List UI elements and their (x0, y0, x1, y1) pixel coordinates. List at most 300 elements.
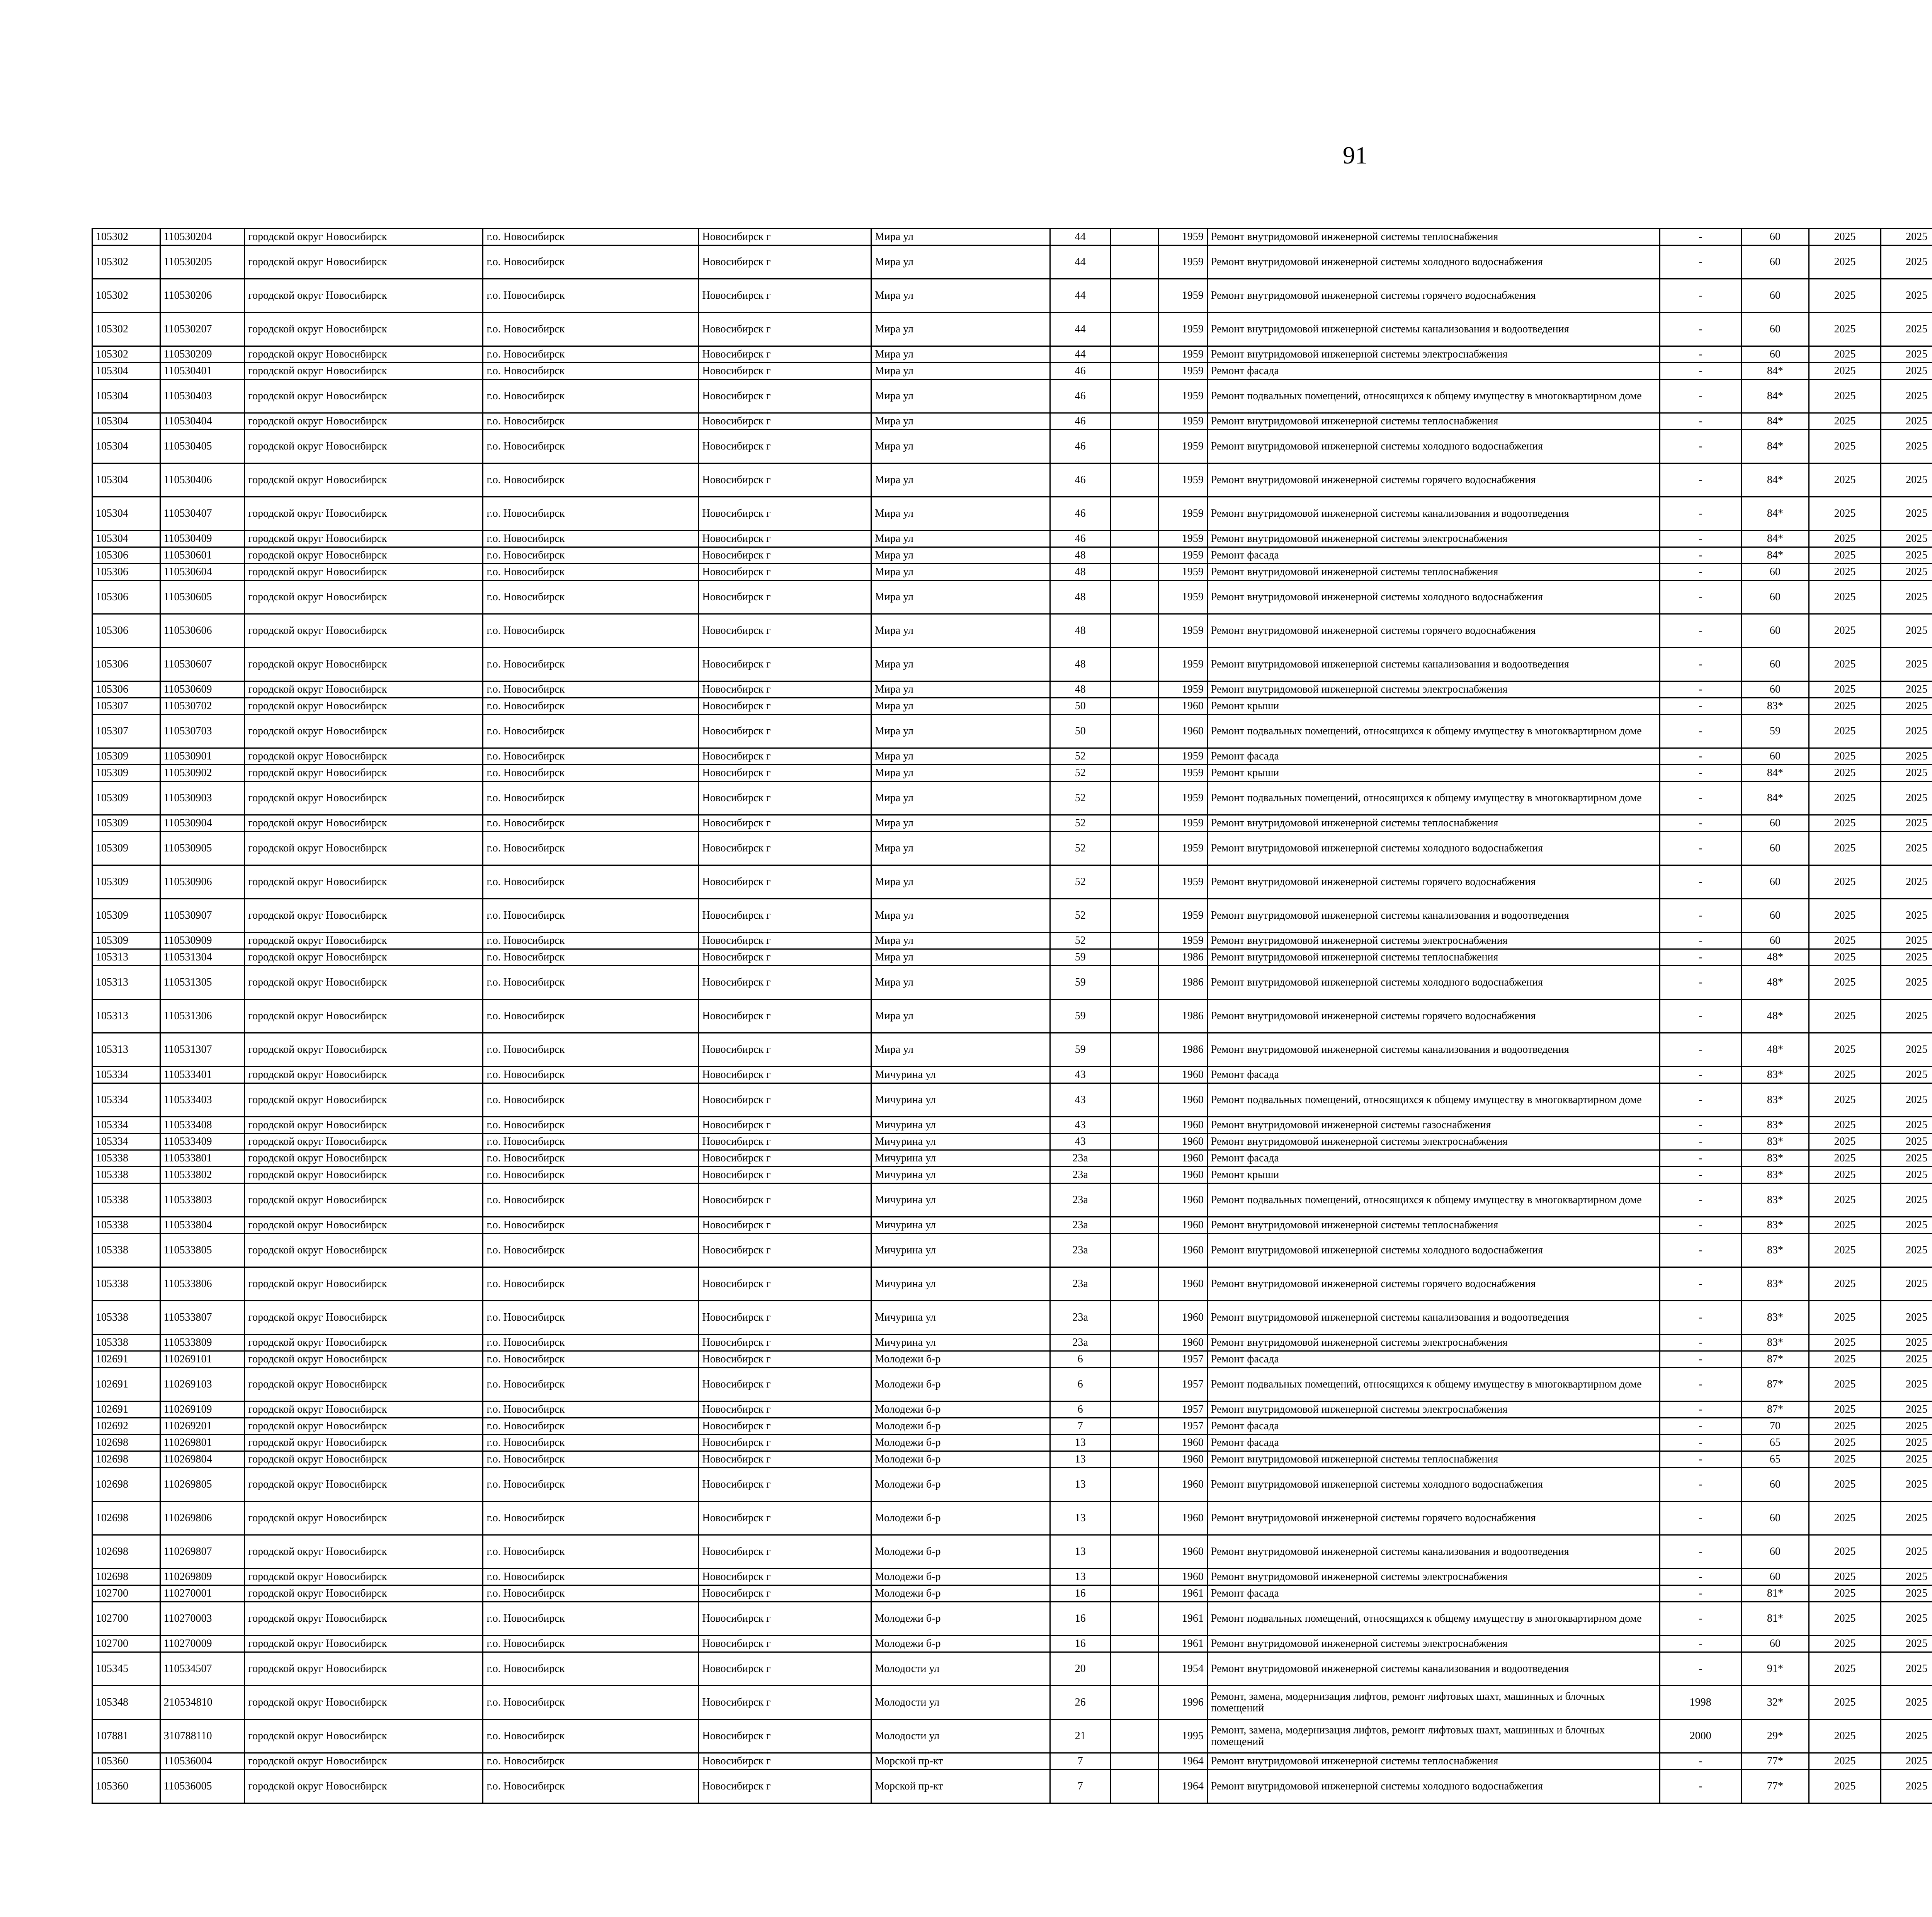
cell-building (1111, 279, 1159, 313)
cell-wear-percent: 59 (1741, 715, 1809, 748)
table-row (92, 949, 1932, 966)
table-row (92, 346, 1932, 363)
cell-street: Молодежи б-р (871, 1502, 1050, 1535)
cell-building (1111, 966, 1159, 999)
cell-municipal-district: городской округ Новосибирск (245, 279, 483, 313)
cell-last-repair-year: - (1660, 1083, 1741, 1117)
cell-construction-year: 1959 (1159, 648, 1207, 681)
cell-municipal-district: городской округ Новосибирск (245, 832, 483, 865)
cell-municipal-district: городской округ Новосибирск (245, 815, 483, 832)
cell-plan-end-year: 2025 (1881, 1183, 1932, 1217)
cell-plan-start-year: 2025 (1809, 681, 1881, 698)
cell-house-number: 46 (1050, 531, 1111, 547)
cell-last-repair-year: - (1660, 1753, 1741, 1770)
cell-work-id: 110533403 (160, 1083, 245, 1117)
cell-locality: Новосибирск г (699, 245, 871, 279)
cell-plan-end-year: 2025 (1881, 999, 1932, 1033)
cell-building (1111, 1033, 1159, 1067)
cell-work-type: Ремонт внутридомовой инженерной системы канализования и водоотведения (1207, 1535, 1660, 1569)
cell-last-repair-year: - (1660, 1585, 1741, 1602)
cell-plan-end-year: 2025 (1881, 380, 1932, 413)
cell-work-id: 110530209 (160, 346, 245, 363)
cell-wear-percent: 83* (1741, 1117, 1809, 1134)
cell-work-id: 110533401 (160, 1067, 245, 1083)
cell-plan-end-year: 2025 (1881, 681, 1932, 698)
cell-house-number: 48 (1050, 681, 1111, 698)
table-row (92, 1535, 1932, 1569)
cell-municipal-district: городской округ Новосибирск (245, 1652, 483, 1686)
cell-wear-percent: 48* (1741, 966, 1809, 999)
cell-street: Молодости ул (871, 1652, 1050, 1686)
cell-wear-percent: 60 (1741, 581, 1809, 614)
cell-municipal-district: городской округ Новосибирск (245, 346, 483, 363)
cell-last-repair-year: - (1660, 1451, 1741, 1468)
cell-work-id: 110530404 (160, 413, 245, 430)
table-row (92, 765, 1932, 781)
cell-plan-end-year: 2025 (1881, 346, 1932, 363)
table-row (92, 1335, 1932, 1351)
cell-building (1111, 865, 1159, 899)
cell-street: Мира ул (871, 229, 1050, 245)
cell-construction-year: 1959 (1159, 614, 1207, 648)
cell-street: Молодежи б-р (871, 1451, 1050, 1468)
table-row (92, 1033, 1932, 1067)
cell-last-repair-year: - (1660, 1468, 1741, 1502)
cell-municipality: г.о. Новосибирск (483, 1502, 699, 1535)
cell-plan-start-year: 2025 (1809, 531, 1881, 547)
cell-plan-start-year: 2025 (1809, 1535, 1881, 1569)
table-row (92, 547, 1932, 564)
cell-plan-end-year: 2025 (1881, 1083, 1932, 1117)
cell-municipal-district: городской округ Новосибирск (245, 1468, 483, 1502)
cell-work-type: Ремонт внутридомовой инженерной системы канализования и водоотведения (1207, 1033, 1660, 1067)
cell-locality: Новосибирск г (699, 966, 871, 999)
table-row (92, 531, 1932, 547)
cell-locality: Новосибирск г (699, 1753, 871, 1770)
cell-locality: Новосибирск г (699, 1267, 871, 1301)
cell-plan-start-year: 2025 (1809, 463, 1881, 497)
cell-municipality: г.о. Новосибирск (483, 581, 699, 614)
cell-municipality: г.о. Новосибирск (483, 765, 699, 781)
cell-construction-year: 1960 (1159, 698, 1207, 715)
cell-municipal-district: городской округ Новосибирск (245, 1720, 483, 1753)
cell-work-type: Ремонт внутридомовой инженерной системы горячего водоснабжения (1207, 463, 1660, 497)
cell-work-type: Ремонт внутридомовой инженерной системы электроснабжения (1207, 681, 1660, 698)
cell-street: Молодежи б-р (871, 1535, 1050, 1569)
cell-building (1111, 1569, 1159, 1585)
cell-wear-percent: 84* (1741, 463, 1809, 497)
cell-work-id: 110530909 (160, 933, 245, 949)
cell-house-number: 13 (1050, 1535, 1111, 1569)
cell-locality: Новосибирск г (699, 614, 871, 648)
cell-house-number: 50 (1050, 715, 1111, 748)
cell-house-id: 102700 (92, 1602, 160, 1636)
cell-municipality: г.о. Новосибирск (483, 1067, 699, 1083)
cell-building (1111, 1770, 1159, 1803)
cell-street: Мира ул (871, 648, 1050, 681)
cell-plan-end-year: 2025 (1881, 1150, 1932, 1167)
cell-wear-percent: 83* (1741, 1183, 1809, 1217)
cell-last-repair-year: - (1660, 999, 1741, 1033)
cell-plan-start-year: 2025 (1809, 1720, 1881, 1753)
cell-plan-end-year: 2025 (1881, 564, 1932, 581)
cell-house-number: 21 (1050, 1720, 1111, 1753)
cell-plan-end-year: 2025 (1881, 899, 1932, 933)
table-row (92, 1720, 1932, 1753)
cell-last-repair-year: - (1660, 832, 1741, 865)
cell-plan-start-year: 2025 (1809, 1234, 1881, 1267)
cell-street: Мичурина ул (871, 1150, 1050, 1167)
cell-building (1111, 648, 1159, 681)
cell-house-id: 105313 (92, 1033, 160, 1067)
cell-plan-end-year: 2025 (1881, 933, 1932, 949)
cell-wear-percent: 84* (1741, 430, 1809, 463)
cell-plan-start-year: 2025 (1809, 1301, 1881, 1335)
cell-municipal-district: городской округ Новосибирск (245, 1686, 483, 1720)
cell-plan-start-year: 2025 (1809, 279, 1881, 313)
cell-municipal-district: городской округ Новосибирск (245, 564, 483, 581)
cell-work-id: 110533809 (160, 1335, 245, 1351)
cell-work-type: Ремонт фасада (1207, 1418, 1660, 1435)
cell-work-type: Ремонт внутридомовой инженерной системы холодного водоснабжения (1207, 245, 1660, 279)
cell-construction-year: 1959 (1159, 832, 1207, 865)
cell-work-id: 110533803 (160, 1183, 245, 1217)
cell-street: Мичурина ул (871, 1167, 1050, 1183)
cell-building (1111, 430, 1159, 463)
cell-work-type: Ремонт внутридомовой инженерной системы канализования и водоотведения (1207, 313, 1660, 346)
cell-municipal-district: городской округ Новосибирск (245, 1267, 483, 1301)
cell-last-repair-year: - (1660, 1234, 1741, 1267)
cell-locality: Новосибирск г (699, 1602, 871, 1636)
cell-plan-start-year: 2025 (1809, 815, 1881, 832)
cell-building (1111, 497, 1159, 531)
cell-building (1111, 899, 1159, 933)
cell-plan-start-year: 2025 (1809, 1351, 1881, 1368)
cell-last-repair-year: - (1660, 279, 1741, 313)
cell-municipality: г.о. Новосибирск (483, 1368, 699, 1401)
cell-wear-percent: 84* (1741, 547, 1809, 564)
cell-locality: Новосибирск г (699, 681, 871, 698)
cell-construction-year: 1960 (1159, 1569, 1207, 1585)
cell-building (1111, 1351, 1159, 1368)
cell-street: Молодежи б-р (871, 1468, 1050, 1502)
table-row (92, 1234, 1932, 1267)
cell-street: Молодости ул (871, 1686, 1050, 1720)
cell-last-repair-year: - (1660, 1401, 1741, 1418)
cell-house-id: 105302 (92, 346, 160, 363)
cell-last-repair-year: - (1660, 815, 1741, 832)
table-row (92, 413, 1932, 430)
cell-wear-percent: 83* (1741, 1134, 1809, 1150)
cell-last-repair-year: - (1660, 1636, 1741, 1652)
cell-municipal-district: городской округ Новосибирск (245, 1435, 483, 1451)
cell-construction-year: 1960 (1159, 1217, 1207, 1234)
table-row (92, 229, 1932, 245)
cell-plan-start-year: 2025 (1809, 430, 1881, 463)
cell-municipal-district: городской округ Новосибирск (245, 748, 483, 765)
cell-construction-year: 1959 (1159, 430, 1207, 463)
cell-work-type: Ремонт внутридомовой инженерной системы электроснабжения (1207, 1569, 1660, 1585)
cell-last-repair-year: - (1660, 1770, 1741, 1803)
cell-street: Мичурина ул (871, 1234, 1050, 1267)
cell-last-repair-year: - (1660, 245, 1741, 279)
cell-locality: Новосибирск г (699, 1234, 871, 1267)
cell-plan-end-year: 2025 (1881, 781, 1932, 815)
cell-house-number: 13 (1050, 1569, 1111, 1585)
cell-municipal-district: городской округ Новосибирск (245, 1217, 483, 1234)
cell-house-number: 48 (1050, 547, 1111, 564)
cell-work-type: Ремонт внутридомовой инженерной системы теплоснабжения (1207, 949, 1660, 966)
cell-municipal-district: городской округ Новосибирск (245, 430, 483, 463)
cell-wear-percent: 91* (1741, 1652, 1809, 1686)
cell-work-type: Ремонт внутридомовой инженерной системы электроснабжения (1207, 1134, 1660, 1150)
cell-locality: Новосибирск г (699, 1351, 871, 1368)
cell-house-id: 102700 (92, 1585, 160, 1602)
cell-building (1111, 1535, 1159, 1569)
cell-locality: Новосибирск г (699, 1720, 871, 1753)
cell-plan-end-year: 2025 (1881, 1134, 1932, 1150)
cell-street: Мира ул (871, 966, 1050, 999)
cell-plan-start-year: 2025 (1809, 380, 1881, 413)
table-row (92, 1351, 1932, 1368)
cell-wear-percent: 83* (1741, 1083, 1809, 1117)
cell-locality: Новосибирск г (699, 1686, 871, 1720)
cell-street: Мичурина ул (871, 1134, 1050, 1150)
cell-plan-end-year: 2025 (1881, 430, 1932, 463)
cell-work-type: Ремонт внутридомовой инженерной системы холодного водоснабжения (1207, 430, 1660, 463)
cell-work-id: 110270009 (160, 1636, 245, 1652)
cell-wear-percent: 60 (1741, 564, 1809, 581)
cell-building (1111, 1502, 1159, 1535)
cell-plan-start-year: 2025 (1809, 1368, 1881, 1401)
table-row (92, 1435, 1932, 1451)
cell-plan-end-year: 2025 (1881, 1351, 1932, 1368)
cell-plan-end-year: 2025 (1881, 463, 1932, 497)
cell-house-number: 43 (1050, 1117, 1111, 1134)
cell-construction-year: 1959 (1159, 933, 1207, 949)
cell-house-id: 102692 (92, 1418, 160, 1435)
cell-plan-start-year: 2025 (1809, 1435, 1881, 1451)
cell-last-repair-year: - (1660, 380, 1741, 413)
cell-street: Мичурина ул (871, 1335, 1050, 1351)
cell-construction-year: 1960 (1159, 1535, 1207, 1569)
table-row (92, 1368, 1932, 1401)
cell-municipal-district: городской округ Новосибирск (245, 1636, 483, 1652)
cell-last-repair-year: - (1660, 681, 1741, 698)
cell-plan-start-year: 2025 (1809, 1770, 1881, 1803)
cell-house-id: 105313 (92, 999, 160, 1033)
table-row (92, 781, 1932, 815)
cell-house-number: 46 (1050, 430, 1111, 463)
cell-locality: Новосибирск г (699, 999, 871, 1033)
cell-house-id: 105302 (92, 279, 160, 313)
cell-building (1111, 715, 1159, 748)
cell-street: Мира ул (871, 933, 1050, 949)
cell-building (1111, 681, 1159, 698)
cell-plan-end-year: 2025 (1881, 765, 1932, 781)
cell-last-repair-year: - (1660, 1301, 1741, 1335)
cell-building (1111, 363, 1159, 380)
cell-house-number: 52 (1050, 765, 1111, 781)
cell-house-number: 7 (1050, 1418, 1111, 1435)
cell-locality: Новосибирск г (699, 547, 871, 564)
cell-work-id: 110530604 (160, 564, 245, 581)
cell-plan-start-year: 2025 (1809, 715, 1881, 748)
cell-work-type: Ремонт подвальных помещений, относящихся к общему имуществу в многоквартирном доме (1207, 1602, 1660, 1636)
table-row (92, 1451, 1932, 1468)
cell-plan-start-year: 2025 (1809, 832, 1881, 865)
cell-work-id: 110269109 (160, 1401, 245, 1418)
cell-house-id: 105348 (92, 1686, 160, 1720)
cell-work-id: 110533805 (160, 1234, 245, 1267)
cell-building (1111, 949, 1159, 966)
cell-plan-end-year: 2025 (1881, 1451, 1932, 1468)
table-row (92, 1117, 1932, 1134)
cell-house-id: 105338 (92, 1183, 160, 1217)
cell-last-repair-year: - (1660, 949, 1741, 966)
cell-street: Мира ул (871, 581, 1050, 614)
cell-work-id: 110530901 (160, 748, 245, 765)
cell-municipal-district: городской округ Новосибирск (245, 1753, 483, 1770)
cell-plan-start-year: 2025 (1809, 497, 1881, 531)
cell-house-number: 44 (1050, 346, 1111, 363)
cell-plan-start-year: 2025 (1809, 245, 1881, 279)
cell-municipality: г.о. Новосибирск (483, 497, 699, 531)
cell-municipality: г.о. Новосибирск (483, 1234, 699, 1267)
cell-plan-start-year: 2025 (1809, 346, 1881, 363)
cell-street: Мира ул (871, 547, 1050, 564)
cell-last-repair-year: - (1660, 1652, 1741, 1686)
cell-last-repair-year: - (1660, 1535, 1741, 1569)
cell-locality: Новосибирск г (699, 865, 871, 899)
cell-street: Мира ул (871, 363, 1050, 380)
cell-locality: Новосибирск г (699, 1167, 871, 1183)
cell-work-id: 110531306 (160, 999, 245, 1033)
cell-municipality: г.о. Новосибирск (483, 363, 699, 380)
cell-plan-start-year: 2025 (1809, 229, 1881, 245)
cell-municipality: г.о. Новосибирск (483, 1117, 699, 1134)
cell-work-id: 110533806 (160, 1267, 245, 1301)
cell-municipality: г.о. Новосибирск (483, 531, 699, 547)
cell-building (1111, 614, 1159, 648)
cell-house-id: 105302 (92, 229, 160, 245)
table-row (92, 1502, 1932, 1535)
cell-municipal-district: городской округ Новосибирск (245, 1167, 483, 1183)
cell-work-id: 110530904 (160, 815, 245, 832)
cell-municipality: г.о. Новосибирск (483, 245, 699, 279)
cell-work-type: Ремонт внутридомовой инженерной системы теплоснабжения (1207, 1451, 1660, 1468)
table-row (92, 999, 1932, 1033)
cell-house-id: 105306 (92, 581, 160, 614)
cell-house-number: 23а (1050, 1217, 1111, 1234)
cell-locality: Новосибирск г (699, 430, 871, 463)
cell-building (1111, 1435, 1159, 1451)
cell-locality: Новосибирск г (699, 1335, 871, 1351)
cell-street: Мира ул (871, 748, 1050, 765)
cell-plan-start-year: 2025 (1809, 1686, 1881, 1720)
cell-last-repair-year: - (1660, 614, 1741, 648)
cell-house-id: 105302 (92, 245, 160, 279)
cell-building (1111, 1652, 1159, 1686)
table-row (92, 1167, 1932, 1183)
cell-street: Мичурина ул (871, 1183, 1050, 1217)
cell-work-type: Ремонт подвальных помещений, относящихся к общему имуществу в многоквартирном доме (1207, 1083, 1660, 1117)
cell-wear-percent: 83* (1741, 1335, 1809, 1351)
table-row (92, 363, 1932, 380)
cell-house-number: 43 (1050, 1067, 1111, 1083)
cell-house-id: 105306 (92, 614, 160, 648)
cell-construction-year: 1960 (1159, 1267, 1207, 1301)
cell-house-id: 105338 (92, 1167, 160, 1183)
cell-plan-start-year: 2025 (1809, 1217, 1881, 1234)
cell-locality: Новосибирск г (699, 1117, 871, 1134)
cell-municipal-district: городской округ Новосибирск (245, 781, 483, 815)
cell-house-number: 23а (1050, 1167, 1111, 1183)
cell-work-type: Ремонт подвальных помещений, относящихся к общему имуществу в многоквартирном доме (1207, 380, 1660, 413)
cell-building (1111, 346, 1159, 363)
table-row (92, 1569, 1932, 1585)
cell-house-number: 50 (1050, 698, 1111, 715)
cell-construction-year: 1959 (1159, 279, 1207, 313)
cell-street: Мира ул (871, 698, 1050, 715)
cell-last-repair-year: - (1660, 1267, 1741, 1301)
cell-plan-start-year: 2025 (1809, 1401, 1881, 1418)
cell-building (1111, 1217, 1159, 1234)
cell-locality: Новосибирск г (699, 1451, 871, 1468)
cell-municipality: г.о. Новосибирск (483, 1418, 699, 1435)
table-row (92, 581, 1932, 614)
cell-work-id: 110530607 (160, 648, 245, 681)
cell-house-id: 105338 (92, 1335, 160, 1351)
cell-last-repair-year: - (1660, 581, 1741, 614)
cell-last-repair-year: - (1660, 865, 1741, 899)
cell-work-id: 110269809 (160, 1569, 245, 1585)
cell-locality: Новосибирск г (699, 346, 871, 363)
cell-work-type: Ремонт подвальных помещений, относящихся к общему имуществу в многоквартирном доме (1207, 1183, 1660, 1217)
cell-work-type: Ремонт внутридомовой инженерной системы электроснабжения (1207, 1401, 1660, 1418)
cell-work-id: 110530207 (160, 313, 245, 346)
cell-last-repair-year: - (1660, 363, 1741, 380)
cell-work-type: Ремонт, замена, модернизация лифтов, ремонт лифтовых шахт, машинных и блочных помещений (1207, 1686, 1660, 1720)
cell-construction-year: 1960 (1159, 1335, 1207, 1351)
cell-house-number: 46 (1050, 413, 1111, 430)
cell-work-id: 110531304 (160, 949, 245, 966)
cell-plan-end-year: 2025 (1881, 1435, 1932, 1451)
cell-house-id: 105302 (92, 313, 160, 346)
cell-work-type: Ремонт внутридомовой инженерной системы теплоснабжения (1207, 229, 1660, 245)
cell-work-type: Ремонт подвальных помещений, относящихся к общему имуществу в многоквартирном доме (1207, 715, 1660, 748)
cell-work-id: 110530606 (160, 614, 245, 648)
cell-house-id: 105334 (92, 1067, 160, 1083)
cell-last-repair-year: - (1660, 497, 1741, 531)
cell-plan-end-year: 2025 (1881, 531, 1932, 547)
cell-work-type: Ремонт внутридомовой инженерной системы теплоснабжения (1207, 1217, 1660, 1234)
cell-house-number: 46 (1050, 380, 1111, 413)
cell-building (1111, 1753, 1159, 1770)
cell-work-id: 110530905 (160, 832, 245, 865)
table-row (92, 933, 1932, 949)
cell-last-repair-year: - (1660, 547, 1741, 564)
cell-plan-start-year: 2025 (1809, 899, 1881, 933)
cell-plan-end-year: 2025 (1881, 245, 1932, 279)
cell-municipality: г.о. Новосибирск (483, 1183, 699, 1217)
cell-plan-end-year: 2025 (1881, 1770, 1932, 1803)
cell-house-number: 13 (1050, 1468, 1111, 1502)
cell-locality: Новосибирск г (699, 715, 871, 748)
cell-wear-percent: 48* (1741, 949, 1809, 966)
cell-house-id: 105309 (92, 832, 160, 865)
cell-plan-end-year: 2025 (1881, 1585, 1932, 1602)
